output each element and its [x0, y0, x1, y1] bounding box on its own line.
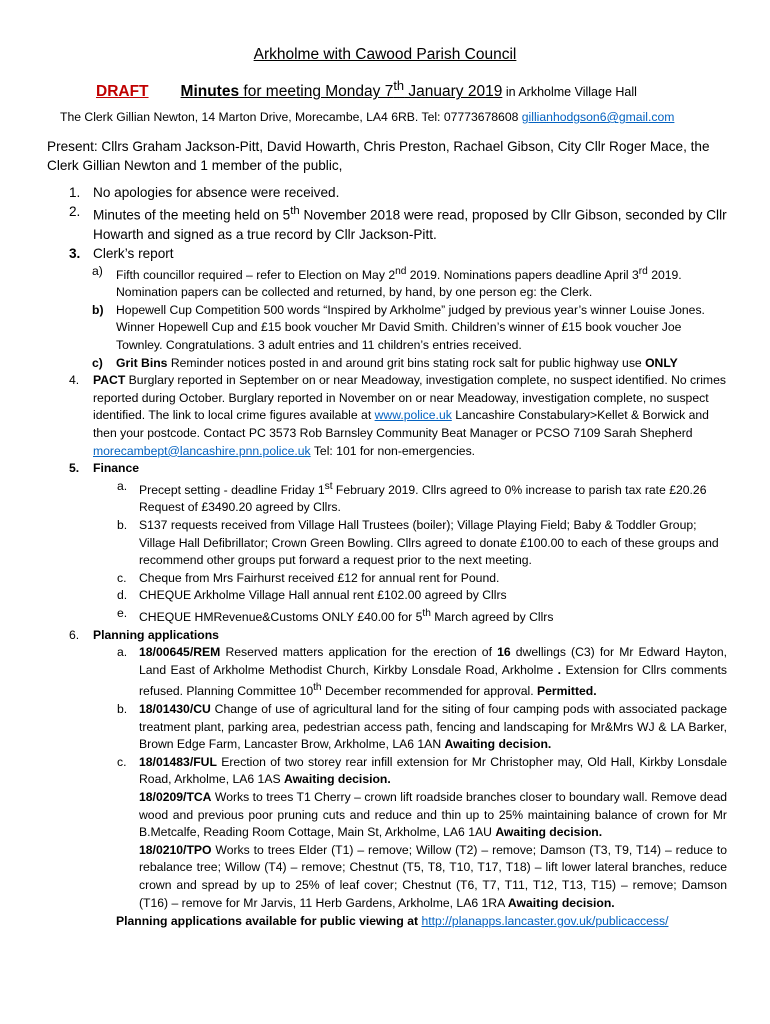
item-1: 1. No apologies for absence were received. [69, 185, 340, 200]
item-5d: d. CHEQUE Arkholme Village Hall annual rent £102.00 agreed by Cllrs [117, 588, 507, 603]
item-6b: b. 18/01430/CU Change of use of agricultural land for the siting of four camping pods with associated package treatment plant, parking area, pedestrian access path, fencing and landscaping for Mr&Mrs WJ & LA Barker, Brown Edge Farm, Lancaster Brow, Arkholme, LA6 1AN Awaiting decision. [117, 702, 727, 752]
meeting-subtitle [96, 78, 637, 101]
planning-portal-link[interactable]: http://planapps.lancaster.gov.uk/publicaccess/ [421, 914, 669, 929]
item-6c: c. 18/01483/FUL Erection of two storey rear infill extension for Mr Christopher may, Old Hall, Kirkby Lonsdale Road, Arkholme, LA6 1AS Awaiting decision. [117, 754, 727, 787]
venue: in Arkholme Village Hall [502, 85, 637, 100]
item-5-heading: 5. Finance [69, 461, 140, 476]
page-title: Arkholme with Cawood Parish Council [253, 46, 517, 63]
item-3c: c) Grit Bins Reminder notices posted in and around grit bins stating rock salt for public highway use ONLY [92, 355, 678, 370]
item-6a: a. 18/00645/REM Reserved matters application for the erection of 16 dwellings (C3) for Mr Edward Hayton, Land East of Arkholme Methodist Church, Kirkby Lonsdale Road, Arkholme . Extension for Cllrs comments refused. Planning Committee 10th December recommended for approval. Permitted. [117, 645, 728, 699]
item-4-pact: 4. PACT Burglary reported in September on or near Meadoway, investigation complete, no suspect identified. No crimes reported during October. Burglary reported in November on or near Meadoway, investigation complete, no suspect identified. The link to local crime figures available at www.police.uk Lancashire Constabulary>Kellet & Borwick and then your postcode. Contact PC 3573 Rob Barnsley Community Beat Manager or PCSO 7109 Sarah Shepherd morecambept@lancashire.pnn.police.uk Tel: 101 for non-emergencies. [69, 373, 726, 458]
police-link[interactable]: www.police.uk [374, 408, 452, 423]
item-5e: e. CHEQUE HMRevenue&Customs ONLY £40.00 for 5th March agreed by Cllrs [117, 605, 554, 624]
planning-footer: Planning applications available for public viewing at http://planapps.lancaster.gov.uk/publicaccess/ [116, 914, 669, 929]
item-3b: b) Hopewell Cup Competition 500 words “Inspired by Arkholme” judged by previous year’s winner Louise Jones. Winner Hopewell Cup and £15 book voucher Mr David Smith. Children’s winner of £15 book voucher Joe Townley. Congratulations. 3 adult entries and 11 children’s entries received. [92, 302, 705, 352]
item-3a: a) Fifth councillor required – refer to Election on May 2nd 2019. Nominations papers deadline April 3rd 2019. Nomination papers can be collected and returned, by hand, by one person eg: the Clerk. [92, 263, 682, 300]
pcso-email-link[interactable]: morecambept@lancashire.pnn.police.uk [93, 443, 311, 458]
item-6-tpo: 18/0210/TPO Works to trees Elder (T1) – remove; Willow (T2) – remove; Damson (T3, T9, T14) – reduce to rebalance tree; Willow (T4) – remove; Chestnut (T5, T8, T10, T17, T18) – lift lower lateral branches, reduce crown and spread by up to 25% of leaf cover; Chestnut (T6, T7, T11, T12, T13, T15) – remove; Damson (T16) – remove for Mr Jarvis, 11 Herb Gardens, Arkholme, LA6 1RA Awaiting decision. [139, 842, 727, 910]
minutes-title: Minutes for meeting Monday 7th January 2019 [180, 78, 503, 101]
item-5c: c. Cheque from Mrs Fairhurst received £12 for annual rent for Pound. [117, 570, 500, 585]
item-6-heading: 6. Planning applications [69, 627, 219, 642]
clerk-email-link[interactable]: gillianhodgson6@gmail.com [521, 110, 675, 124]
item-3-heading: 3. Clerk’s report [69, 245, 174, 261]
item-5a: a. Precept setting - deadline Friday 1st February 2019. Cllrs agreed to 0% increase to parish tax rate £20.26 Request of £3490.20 agreed by Cllrs. [117, 478, 707, 515]
minutes-body [47, 183, 727, 931]
draft-label: DRAFT [96, 83, 149, 101]
item-2: 2. Minutes of the meeting held on 5th November 2018 were read, proposed by Cllr Gibson, seconded by Cllr Howarth and signed as a true record by Cllr Jackson-Pitt. [69, 204, 727, 242]
item-5b: b. S137 requests received from Village Hall Trustees (boiler); Village Playing Field; Baby & Toddler Group; Village Hall Defibrillator; Crown Green Bowling. Cllrs agreed to donate £100.00 to each of these groups and recommend other groups put forward a request prior to the next meeting. [117, 517, 719, 568]
clerk-contact: The Clerk Gillian Newton, 14 Marton Drive, Morecambe, LA4 6RB. Tel: 07773678608 gillianhodgson6@gmail.com [60, 110, 675, 124]
present-list: Present: Cllrs Graham Jackson-Pitt, David Howarth, Chris Preston, Rachael Gibson, City Cllr Roger Mace, the Clerk Gillian Newton and 1 member of the public, [47, 139, 710, 173]
item-6-tca: 18/0209/TCA Works to trees T1 Cherry – crown lift roadside branches closer to boundary wall. Remove dead wood and previous poor pruning cuts and reduce and thin up to 25% maintaining balance of crown for Mr B.Metcalfe, Reading Room Cottage, Main St, Arkholme, LA6 1AU Awaiting decision. [139, 790, 727, 840]
